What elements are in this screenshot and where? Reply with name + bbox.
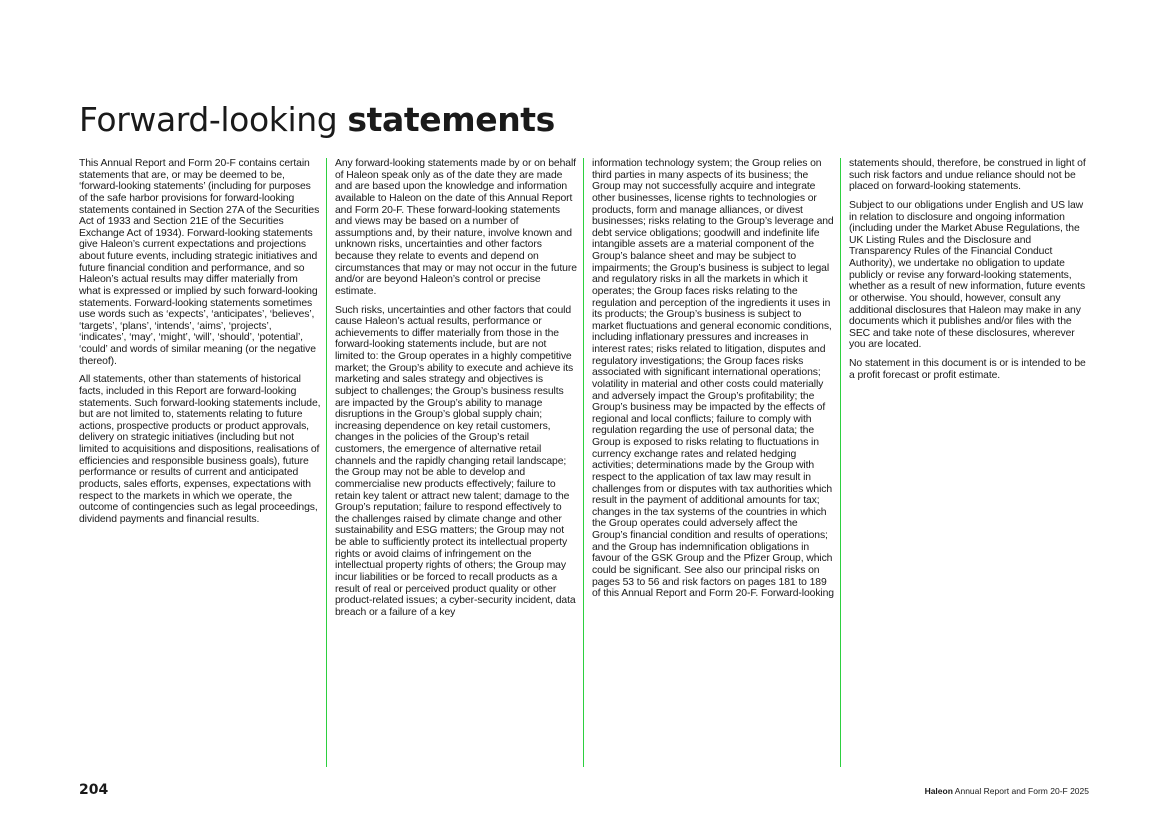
paragraph: statements should, therefore, be construed in light of such risk factors and undue reliance should not be placed on forward-looking statements. (849, 158, 1086, 193)
paragraph: Such risks, uncertainties and other factors that could cause Haleon’s actual results, performance or achievements to differ materially from those in the forward-looking statements include, but are not limited to: the Group operates in a highly competitive market; the Group’s ability to execute and achieve its marketing and sales strategy and objectives is subject to challenges; the Group’s business results are impacted by the Group’s ability to manage disruptions in the Group’s global supply chain; increasing dependence on key retail customers, changes in the policies of the Group’s retail customers, the emergence of alternative retail channels and the rapidly changing retail landscape; the Group may not be able to develop and commercialise new products effectively; failure to retain key talent or attract new talent; damage to the Group’s reputation; failure to respond effectively to the challenges raised by climate change and other sustainability and ESG matters; the Group may not be able to sufficiently protect its intellectual property rights or avoid claims of infringement on the intellectual property rights of others; the Group may incur liabilities or be forced to recall products as a result of real or perceived product quality or other product-related issues; a cyber-security incident, data breach or a failure of a key (335, 304, 576, 618)
text-column-2 (335, 158, 577, 766)
text-column-3 (592, 158, 834, 766)
footer-brand-name: Haleon (924, 786, 953, 796)
text-column-1 (79, 158, 321, 766)
page-title-bold: statements (347, 100, 555, 139)
paragraph: No statement in this document is or is intended to be a profit forecast or profit estimate. (849, 358, 1086, 381)
page-number: 204 (79, 782, 109, 798)
text-column-4 (849, 158, 1091, 766)
paragraph: All statements, other than statements of historical facts, included in this Report are forward-looking statements. Such forward-looking statements include, but are not limited to, statements relating to future actions, prospective products or product approvals, delivery on strategic initiatives (including but not limited to acquisitions and dispositions, realisations of efficiencies and responsible business goals), future performance or results of current and anticipated products, sales efforts, expenses, expectations with respect to the markets in which we operate, the outcome of contingencies such as legal proceedings, dividend payments and financial results. (79, 374, 321, 525)
column-divider (326, 158, 327, 767)
paragraph: information technology system; the Group relies on third parties in many aspects of its business; the Group may not successfully acquire and integrate other businesses, license rights to technologies or products, form and manage alliances, or divest businesses; risks relating to the Group’s leverage and debt service obligations; goodwill and indefinite life intangible assets are a material component of the Group’s balance sheet and may be subject to impairments; the Group’s business is subject to legal and regulatory risks in all the markets in which it operates; the Group faces risks relating to the regulation and perception of the ingredients it uses in its products; the Group’s business is subject to market fluctuations and general economic conditions, including inflationary pressures and increases in interest rates; risks related to litigation, disputes and regulatory investigations; the Group faces risks associated with significant international operations; volatility in material and other costs could materially and adversely impact the Group’s profitability; the Group’s business may be impacted by the effects of regional and local conflicts; failure to comply with regulation regarding the use of personal data; the Group is exposed to risks relating to fluctuations in currency exchange rates and related hedging activities; determinations made by the Group with respect to the application of tax law may result in challenges from or disputes with tax authorities which result in the payment of additional amounts for tax; changes in the tax systems of the countries in which the Group operates could adversely affect the Group’s financial condition and results of operations; and the Group has indemnification obligations in favour of the GSK Group and the Pfizer Group, which could be significant. See also our principal risks on pages 53 to 56 and risk factors on pages 181 to 189 of this Annual Report and Form 20-F. Forward-looking (592, 158, 834, 600)
paragraph: Any forward-looking statements made by or on behalf of Haleon speak only as of the date they are made and are based upon the knowledge and information available to Haleon on the date of this Annual Report and Form 20-F. These forward-looking statements and views may be based on a number of assumptions and, by their nature, involve known and unknown risks, uncertainties and other factors because they relate to events and depend on circumstances that may or may not occur in the future and/or are beyond Haleon’s control or precise estimate. (335, 158, 577, 297)
footer-report-title (925, 786, 1089, 797)
paragraph: Subject to our obligations under English and US law in relation to disclosure and ongoing information (including under the Market Abuse Regulations, the UK Listing Rules and the Disclosure and Transparency Rules of the Financial Conduct Authority), we undertake no obligation to update publicly or revise any forward-looking statements, whether as a result of new information, future events or otherwise. You should, however, consult any additional disclosures that Haleon may make in any documents which it publishes and/or files with the SEC and take note of these disclosures, wherever you are located. (849, 199, 1086, 351)
page-title-light: Forward-looking (79, 100, 348, 139)
page-title (79, 98, 555, 142)
footer-report-text: Annual Report and Form 20-F 2025 (952, 786, 1089, 796)
column-divider (840, 158, 841, 767)
column-divider (583, 158, 584, 767)
paragraph: This Annual Report and Form 20-F contains certain statements that are, or may be deemed to be, ‘forward-looking statements’ (including for purposes of the safe harbor provisions for forward-looking statements contained in Section 27A of the Securities Act of 1933 and Section 21E of the Securities Exchange Act of 1934). Forward-looking statements give Haleon’s current expectations and projections about future events, including strategic initiatives and future financial condition and performance, and so Haleon’s actual results may differ materially from what is expressed or implied by such forward-looking statements. Forward-looking statements sometimes use words such as ‘expects’, ‘anticipates’, ‘believes’, ‘targets’, ‘plans’, ‘intends’, ‘aims’, ‘projects’, ‘indicates’, ‘may’, ‘might’, ‘will’, ‘should’, ‘potential’, ‘could’ and words of similar meaning (or the negative thereof). (79, 158, 320, 367)
